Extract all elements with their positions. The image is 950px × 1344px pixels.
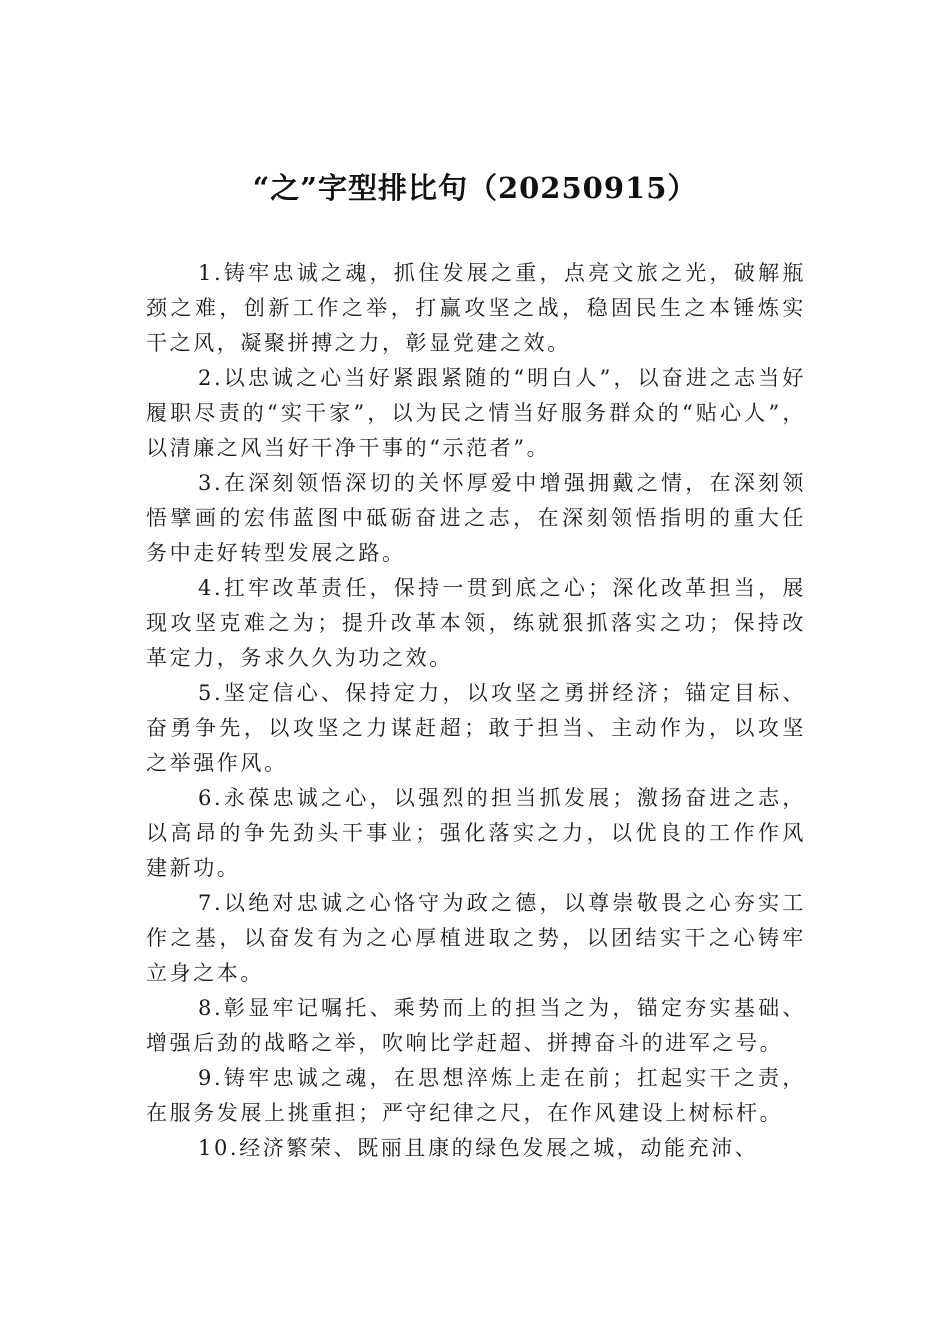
paragraph-6: 6.永葆忠诚之心，以强烈的担当抓发展；激扬奋进之志，以高昂的争先劲头干事业；强化落实之力，以优良的工作作风建新功。 <box>146 786 806 880</box>
document-title: “之”字型排比句（20250915） <box>252 171 698 205</box>
paragraph-9: 9.铸牢忠诚之魂，在思想淬炼上走在前；扛起实干之责，在服务发展上挑重担；严守纪律之尺，在作风建设上树标杆。 <box>146 1066 806 1125</box>
paragraph-10: 10.经济繁荣、既丽且康的绿色发展之城，动能充沛、 <box>198 1136 759 1160</box>
document-body <box>146 256 806 1166</box>
paragraph-4: 4.扛牢改革责任，保持一贯到底之心；深化改革担当，展现攻坚克难之为；提升改革本领，练就狠抓落实之功；保持改革定力，务求久久为功之效。 <box>146 576 806 670</box>
paragraph-8: 8.彰显牢记嘱托、乘势而上的担当之为，锚定夯实基础、增强后劲的战略之举，吹响比学赶超、拼搏奋斗的进军之号。 <box>146 996 806 1055</box>
paragraph-3: 3.在深刻领悟深切的关怀厚爱中增强拥戴之情，在深刻领悟擘画的宏伟蓝图中砥砺奋进之志，在深刻领悟指明的重大任务中走好转型发展之路。 <box>146 471 806 565</box>
paragraph-7: 7.以绝对忠诚之心恪守为政之德，以尊崇敬畏之心夯实工作之基，以奋发有为之心厚植进取之势，以团结实干之心铸牢立身之本。 <box>146 891 806 985</box>
paragraph-5: 5.坚定信心、保持定力，以攻坚之勇拼经济；锚定目标、奋勇争先，以攻坚之力谋赶超；敢于担当、主动作为，以攻坚之举强作风。 <box>146 681 806 775</box>
paragraph-1: 1.铸牢忠诚之魂，抓住发展之重，点亮文旅之光，破解瓶颈之难，创新工作之举，打赢攻坚之战，稳固民生之本锤炼实干之风，凝聚拼搏之力，彰显党建之效。 <box>146 261 806 355</box>
paragraph-2: 2.以忠诚之心当好紧跟紧随的“明白人”，以奋进之志当好履职尽责的“实干家”，以为民之情当好服务群众的“贴心人”，以清廉之风当好干净干事的“示范者”。 <box>146 366 806 460</box>
